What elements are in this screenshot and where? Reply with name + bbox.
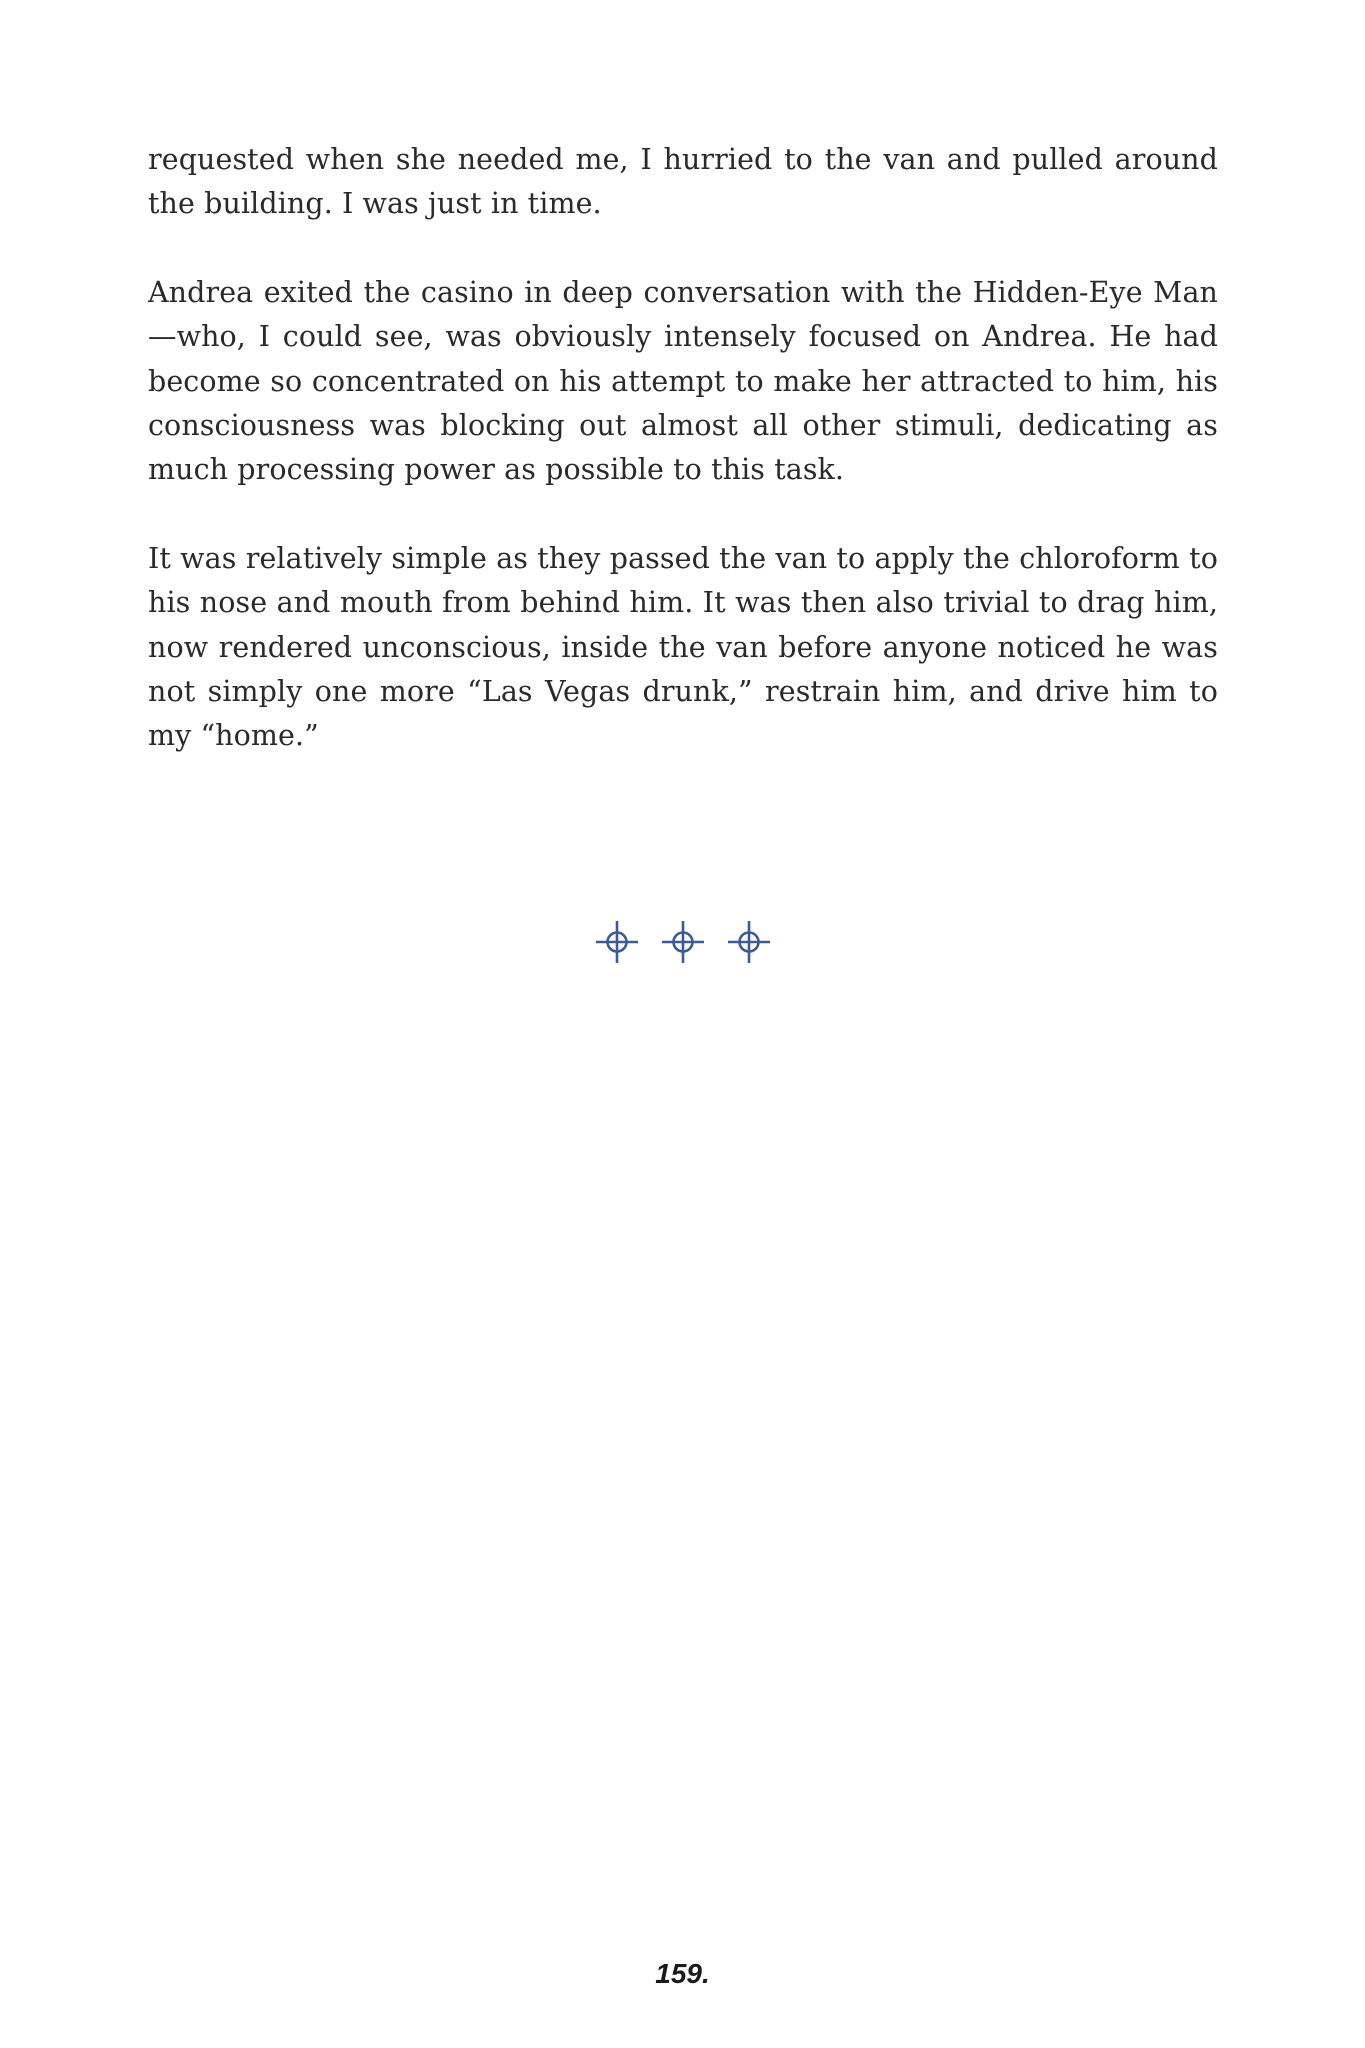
crosshair-icon: [660, 919, 706, 965]
paragraph-2: Andrea exited the casino in deep conversation with the Hidden-Eye Man—who, I could see, was obviously intensely focused on Andrea. He had become so concentrated on his attempt to make her attracted to him, his consciousness was blocking out almost all other stimuli, dedicating as much processing power as possible to this task.: [148, 275, 1218, 487]
body-text: [148, 138, 1218, 759]
crosshair-icon: [726, 919, 772, 965]
page-number: 159.: [655, 1958, 710, 1989]
paragraph-1: requested when she needed me, I hurried to the van and pulled around the building. I was just in time.: [148, 143, 1218, 221]
paragraph-3: It was relatively simple as they passed the van to apply the chloroform to his nose and mouth from behind him. It was then also trivial to drag him, now rendered unconscious, inside the van before anyone noticed he was not simply one more “Las Vegas drunk,” restrain him, and drive him to my “home.”: [148, 541, 1218, 753]
crosshair-icon: [594, 919, 640, 965]
section-divider: [0, 916, 1365, 968]
